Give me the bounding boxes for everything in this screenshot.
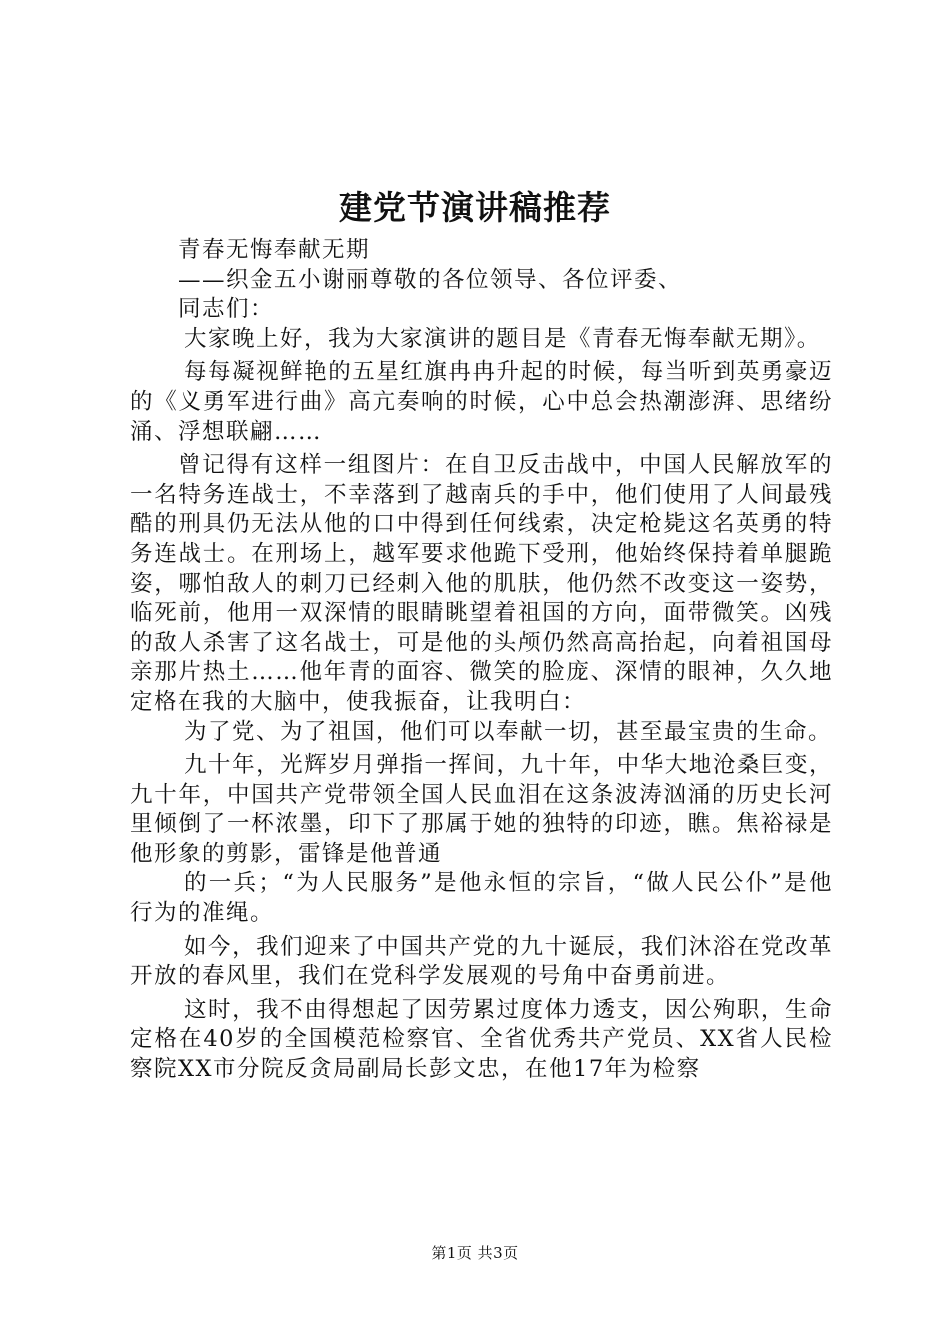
salutation: 同志们： [178,296,275,323]
speech-subtitle: 青春无悔奉献无期 [178,237,371,263]
paragraph-ninety-years: 九十年，光辉岁月弹指一挥间，九十年，中华大地沧桑巨变，九十年，中国共产党带领全国人民血泪在这条波涛汹涌的历史长河里倾倒了一杯浓墨，印下了那属于她的独特的印迹，瞧。焦裕禄是他形象的剪影，雷锋是他普通 [130,752,833,867]
paragraph-greeting: 大家晚上好，我为大家演讲的题目是《青春无悔奉献无期》。 [184,325,821,352]
paragraph-flag: 每每凝视鲜艳的五星红旗冉冉升起的时候，每当听到英勇豪迈的《义勇军进行曲》高亢奏响的时候，心中总会热潮澎湃、思绪纷涌、浮想联翩…… [130,359,833,445]
paragraph-soldier-story: 曾记得有这样一组图片：在自卫反击战中，中国人民解放军的一名特务连战士，不幸落到了越南兵的手中，他们使用了人间最残酷的刑具仍无法从他的口中得到任何线索，决定枪毙这名英勇的特务连战士。在刑场上，越军要求他跪下受刑，他始终保持着单腿跪姿，哪怕敌人的刺刀已经刺入他的肌肤，他仍然不改变这一姿势，临死前，他用一双深情的眼睛眺望着祖国的方向，面带微笑。凶残的敌人杀害了这名战士，可是他的头颅仍然高高抬起，向着祖国母亲那片热土……他年青的面容、微笑的脸庞、深情的眼神，久久地定格在我的大脑中，使我振奋，让我明白： [130,452,833,715]
paragraph-prosecutor: 这时，我不由得想起了因劳累过度体力透支，因公殉职，生命定格在40岁的全国模范检察官、全省优秀共产党员、XX省人民检察院XX市分院反贪局副局长彭文忠，在他17年为检察 [130,996,833,1083]
page-number-footer: 第1页 共3页 [431,1244,519,1262]
paragraph-serve-people: 的一兵；“为人民服务”是他永恒的宗旨，“做人民公仆”是他行为的准绳。 [130,870,833,927]
paragraph-dedication: 为了党、为了祖国，他们可以奉献一切，甚至最宝贵的生命。 [184,718,833,745]
paragraph-today: 如今，我们迎来了中国共产党的九十诞辰，我们沐浴在党改革开放的春风里，我们在党科学发展观的号角中奋勇前进。 [130,933,833,990]
document-body [130,236,833,1085]
speaker-and-greeting-line: ——织金五小谢丽尊敬的各位领导、各位评委、 [178,266,683,293]
document-title: 建党节演讲稿推荐 [339,188,611,227]
